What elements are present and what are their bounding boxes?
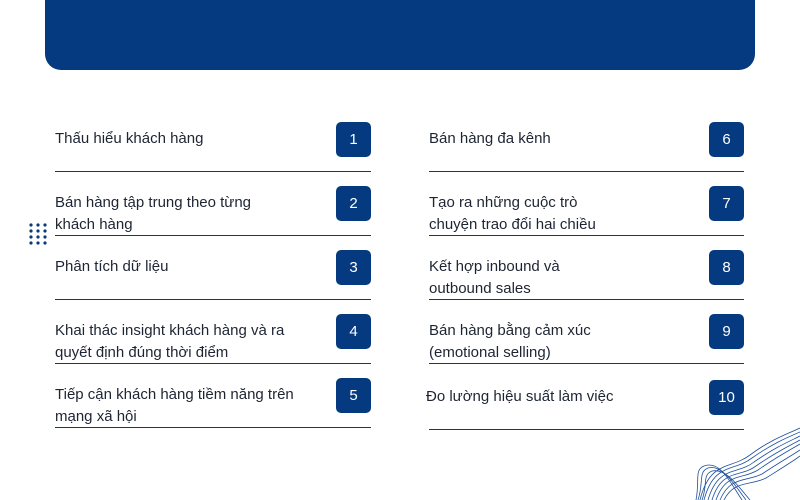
- divider: [55, 171, 371, 172]
- divider: [55, 363, 371, 364]
- wave-lines-icon: [690, 420, 800, 500]
- list-item-9: [429, 314, 744, 364]
- item-number-badge: 7: [709, 186, 744, 221]
- item-text: Kết hợp inbound và outbound sales: [429, 258, 560, 297]
- item-number-badge: 3: [336, 250, 371, 285]
- list-item-8: [429, 250, 744, 300]
- item-text: Đo lường hiệu suất làm việc: [426, 388, 614, 405]
- dots-grid-icon: [29, 223, 47, 245]
- item-number-badge: 5: [336, 378, 371, 413]
- divider: [429, 299, 744, 300]
- item-text: Bán hàng bằng cảm xúc (emotional selling): [429, 322, 591, 361]
- item-number-badge: 1: [336, 122, 371, 157]
- list-item-1: [55, 122, 371, 172]
- item-text: Tiếp cận khách hàng tiềm năng trên mạng xã hội: [55, 386, 294, 425]
- item-text: Phân tích dữ liệu: [55, 258, 169, 275]
- divider: [429, 171, 744, 172]
- item-text: Bán hàng tập trung theo từng khách hàng: [55, 194, 252, 233]
- item-text: Khai thác insight khách hàng và ra quyết định đúng thời điểm: [55, 322, 285, 361]
- list-item-3: [55, 250, 371, 300]
- item-number-badge: 6: [709, 122, 744, 157]
- item-number-badge: 9: [709, 314, 744, 349]
- divider: [55, 235, 371, 236]
- item-text: Tạo ra những cuộc trò chuyện trao đổi hai chiều: [429, 194, 596, 233]
- header-banner: [45, 0, 755, 70]
- list-item-4: [55, 314, 371, 364]
- item-number-badge: 10: [709, 380, 744, 415]
- list-item-6: [429, 122, 744, 172]
- list-item-5: [55, 378, 371, 428]
- divider: [429, 363, 744, 364]
- list-item-7: [429, 186, 744, 236]
- item-number-badge: 8: [709, 250, 744, 285]
- item-text: Thấu hiểu khách hàng: [55, 130, 204, 147]
- list-item-2: [55, 186, 371, 236]
- divider: [55, 427, 371, 428]
- item-text: Bán hàng đa kênh: [429, 130, 551, 147]
- item-number-badge: 4: [336, 314, 371, 349]
- divider: [55, 299, 371, 300]
- item-number-badge: 2: [336, 186, 371, 221]
- divider: [429, 235, 744, 236]
